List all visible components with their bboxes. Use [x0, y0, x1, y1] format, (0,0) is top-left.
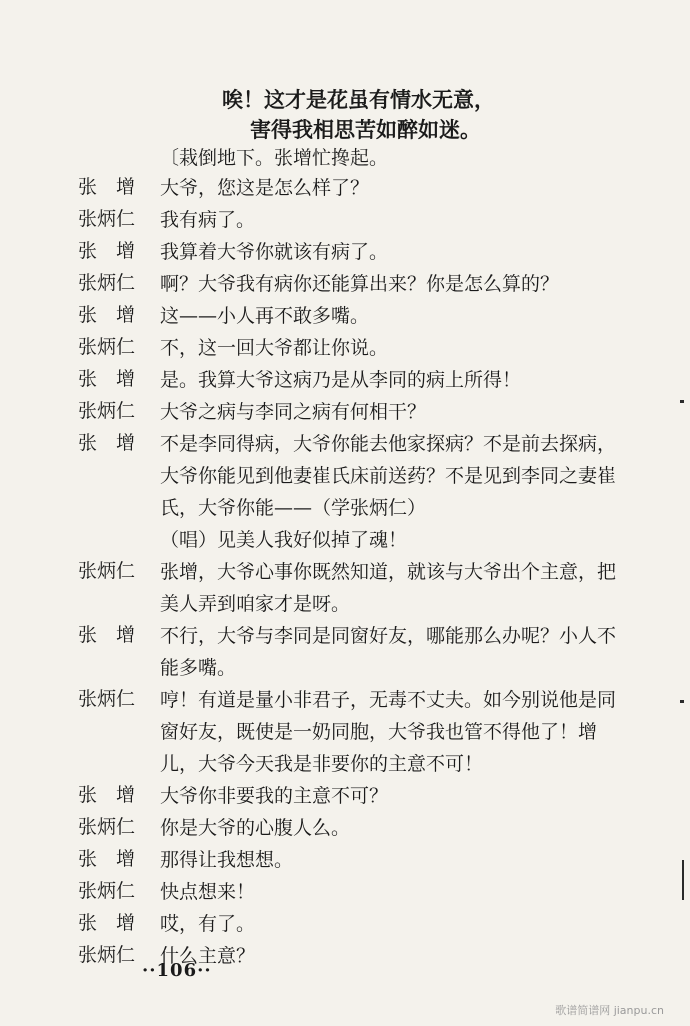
speech-text: [160, 556, 670, 620]
speaker-name: 张 增: [78, 848, 136, 870]
speech-text: [160, 172, 670, 204]
speech-line: 什么主意？: [160, 945, 256, 967]
scan-edge-mark: [680, 700, 684, 703]
speaker-name: 张 增: [78, 240, 136, 262]
speaker-name: 张炳仁: [78, 336, 136, 358]
speaker-name: 张炳仁: [78, 880, 136, 902]
speaker-name: 张炳仁: [78, 560, 136, 582]
speech-line: 不是李同得病，大爷你能去他家探病？不是前去探病，: [160, 433, 617, 455]
watermark: 歌谱简谱网 jianpu.cn: [555, 1004, 664, 1017]
speech-text: [160, 908, 670, 940]
speech-line: 你是大爷的心腹人么。: [160, 817, 351, 839]
speaker-name: 张 增: [78, 432, 136, 454]
speech-line: 我有病了。: [160, 209, 256, 231]
speaker-name: 张炳仁: [78, 816, 136, 838]
speaker-name: 张炳仁: [78, 944, 136, 966]
speech-line: 这——小人再不敢多嘴。: [160, 305, 370, 327]
speech-text: [160, 780, 670, 812]
speech-line: 那得让我想想。: [160, 849, 294, 871]
speaker-name: 张 增: [78, 912, 136, 934]
speech-line: 氏，大爷你能——（学张炳仁）: [160, 497, 427, 519]
speech-line: 张增，大爷心事你既然知道，就该与大爷出个主意，把: [160, 561, 617, 583]
speech-line: 大爷你非要我的主意不可？: [160, 785, 389, 807]
verse-line-2: 害得我相思苦如醉如迷。: [250, 117, 481, 142]
speech-line: 快点想来！: [160, 881, 256, 903]
speaker-name: 张炳仁: [78, 400, 136, 422]
speech-line: 能多嘴。: [160, 657, 237, 679]
scan-edge-mark: [680, 400, 684, 403]
speaker-name: 张 增: [78, 176, 136, 198]
speech-text: [160, 428, 670, 556]
speech-line: 不行，大爷与李同是同窗好友，哪能那么办呢？小人不: [160, 625, 617, 647]
speech-text: [160, 684, 670, 780]
speaker-name: 张炳仁: [78, 272, 136, 294]
speech-line: 美人弄到咱家才是呀。: [160, 593, 351, 615]
speech-text: [160, 620, 670, 684]
speaker-name: 张 增: [78, 784, 136, 806]
speaker-name: 张 增: [78, 304, 136, 326]
speaker-name: 张炳仁: [78, 208, 136, 230]
speech-text: [160, 364, 670, 396]
speech-line: （唱）见美人我好似掉了魂！: [160, 529, 408, 551]
speech-text: [160, 300, 670, 332]
speech-line: 哎，有了。: [160, 913, 256, 935]
stage-direction: 〔栽倒地下。张增忙搀起。: [160, 147, 389, 169]
speaker-name: 张 增: [78, 624, 136, 646]
verse-line-1: 唉！这才是花虽有情水无意，: [222, 87, 495, 112]
speech-line: 是。我算大爷这病乃是从李同的病上所得！: [160, 369, 522, 391]
scan-edge-mark: [682, 860, 684, 900]
speech-line: 大爷之病与李同之病有何相干？: [160, 401, 427, 423]
speech-line: 我算着大爷你就该有病了。: [160, 241, 389, 263]
speech-line: 啊？大爷我有病你还能算出来？你是怎么算的？: [160, 273, 560, 295]
speech-text: [160, 268, 670, 300]
page-number: ··106··: [142, 960, 212, 981]
speech-text: [160, 204, 670, 236]
speech-line: 大爷你能见到他妻崔氏床前送药？不是见到李同之妻崔: [160, 465, 617, 487]
speech-line: 儿，大爷今天我是非要你的主意不可！: [160, 753, 484, 775]
speech-line: 大爷，您这是怎么样了？: [160, 177, 370, 199]
speech-text: [160, 332, 670, 364]
speech-text: [160, 236, 670, 268]
speech-text: [160, 876, 670, 908]
speech-text: [160, 812, 670, 844]
speech-text: [160, 940, 670, 972]
speech-line: 不，这一回大爷都让你说。: [160, 337, 389, 359]
speaker-name: 张炳仁: [78, 688, 136, 710]
speech-line: 哼！有道是量小非君子，无毒不丈夫。如今别说他是同: [160, 689, 617, 711]
speech-text: [160, 396, 670, 428]
speech-line: 窗好友，既使是一奶同胞，大爷我也管不得他了！增: [160, 721, 598, 743]
speaker-name: 张 增: [78, 368, 136, 390]
speech-text: [160, 844, 670, 876]
